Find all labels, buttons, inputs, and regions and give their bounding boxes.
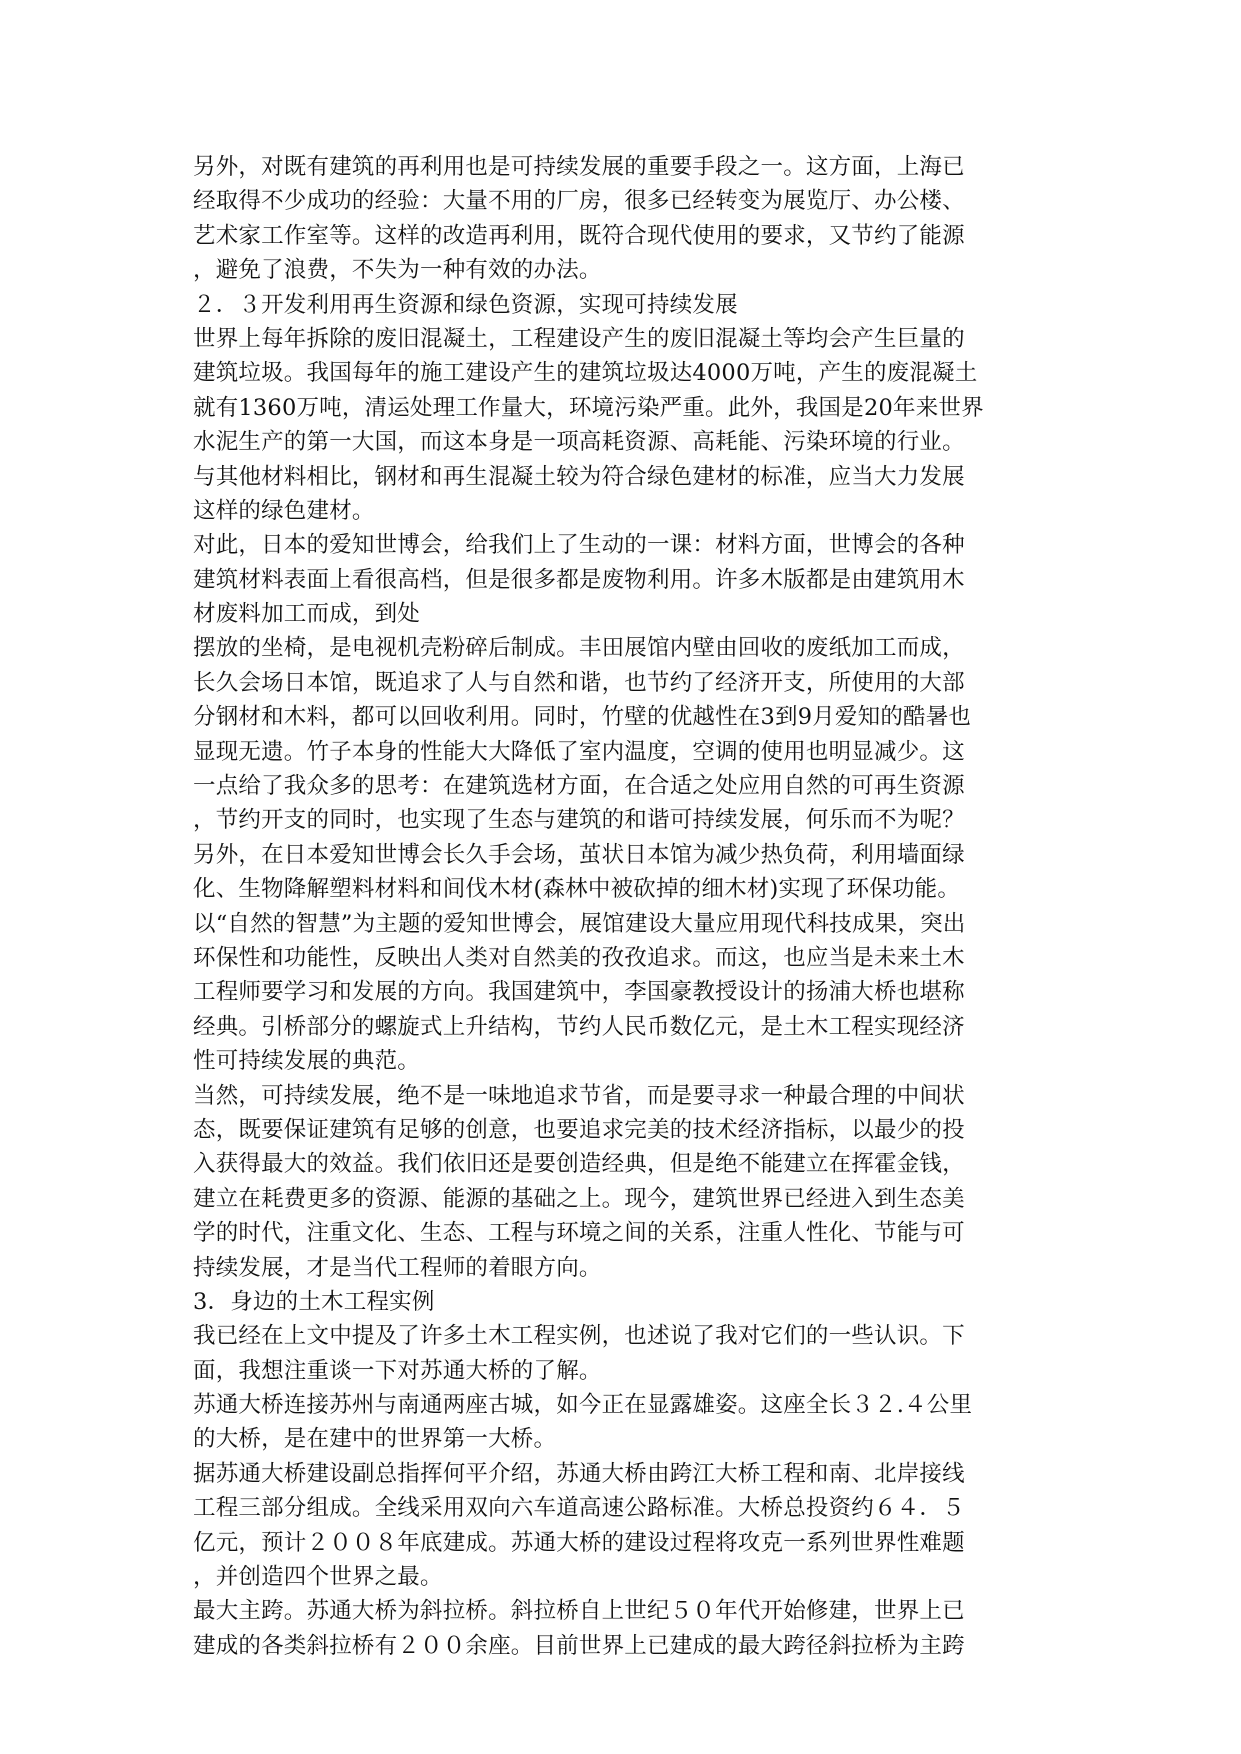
text-line: 建筑材料表面上看很高档，但是很多都是废物利用。许多木版都是由建筑用木 bbox=[193, 566, 965, 593]
text-line: 我已经在上文中提及了许多土木工程实例，也述说了我对它们的一些认识。下 bbox=[193, 1323, 965, 1350]
text-line: ，避免了浪费，不失为一种有效的办法。 bbox=[193, 257, 602, 284]
text-line: 最大主跨。苏通大桥为斜拉桥。斜拉桥自上世纪５０年代开始修建，世界上已 bbox=[193, 1598, 965, 1625]
text-line: 艺术家工作室等。这样的改造再利用，既符合现代使用的要求，又节约了能源 bbox=[193, 222, 965, 249]
text-line: 性可持续发展的典范。 bbox=[193, 1048, 421, 1075]
text-line: 化、生物降解塑料材料和间伐木材(森林中被砍掉的细木材)实现了环保功能。 bbox=[193, 876, 961, 903]
text-line: 显现无遗。竹子本身的性能大大降低了室内温度，空调的使用也明显减少。这 bbox=[193, 738, 965, 765]
text-line: 一点给了我众多的思考：在建筑选材方面，在合适之处应用自然的可再生资源 bbox=[193, 773, 965, 800]
text-line: 以“自然的智慧”为主题的爱知世博会，展馆建设大量应用现代科技成果，突出 bbox=[193, 910, 966, 937]
text-line: 工程师要学习和发展的方向。我国建筑中，李国豪教授设计的扬浦大桥也堪称 bbox=[193, 979, 965, 1006]
text-line: 长久会场日本馆，既追求了人与自然和谐，也节约了经济开支，所使用的大部 bbox=[193, 669, 965, 696]
text-line: 就有1360万吨，清运处理工作量大，环境污染严重。此外，我国是20年来世界 bbox=[193, 394, 984, 421]
text-line: 分钢材和木料，都可以回收利用。同时，竹壁的优越性在3到9月爱知的酷暑也 bbox=[193, 704, 972, 731]
text-line: 面，我想注重谈一下对苏通大桥的了解。 bbox=[193, 1357, 602, 1384]
text-line: 与其他材料相比，钢材和再生混凝土较为符合绿色建材的标准，应当大力发展 bbox=[193, 463, 965, 490]
text-line: 工程三部分组成。全线采用双向六车道高速公路标准。大桥总投资约６４．５ bbox=[193, 1495, 965, 1522]
text-line: 这样的绿色建材。 bbox=[193, 497, 375, 524]
text-line: 态，既要保证建筑有足够的创意，也要追求完美的技术经济指标，以最少的投 bbox=[193, 1116, 965, 1143]
text-line: 持续发展，才是当代工程师的着眼方向。 bbox=[193, 1254, 602, 1281]
text-line: ２．３开发利用再生资源和绿色资源，实现可持续发展 bbox=[193, 291, 738, 318]
text-line: 3．身边的土木工程实例 bbox=[193, 1288, 435, 1315]
text-line: 当然，可持续发展，绝不是一味地追求节省，而是要寻求一种最合理的中间状 bbox=[193, 1082, 965, 1109]
text-line: 经取得不少成功的经验：大量不用的厂房，很多已经转变为展览厅、办公楼、 bbox=[193, 188, 965, 215]
document-body bbox=[193, 150, 1051, 1663]
text-line: 亿元，预计２００８年底建成。苏通大桥的建设过程将攻克一系列世界性难题 bbox=[193, 1529, 965, 1556]
text-line: 建筑垃圾。我国每年的施工建设产生的建筑垃圾达4000万吨，产生的废混凝土 bbox=[193, 360, 978, 387]
text-line: 经典。引桥部分的螺旋式上升结构，节约人民币数亿元，是土木工程实现经济 bbox=[193, 1013, 965, 1040]
text-line: ，节约开支的同时，也实现了生态与建筑的和谐可持续发展，何乐而不为呢？ bbox=[193, 807, 965, 834]
text-line: 苏通大桥连接苏州与南通两座古城，如今正在显露雄姿。这座全长３２.４公里 bbox=[193, 1392, 973, 1419]
text-line: 世界上每年拆除的废旧混凝土，工程建设产生的废旧混凝土等均会产生巨量的 bbox=[193, 325, 965, 352]
text-line: 摆放的坐椅，是电视机壳粉碎后制成。丰田展馆内壁由回收的废纸加工而成， bbox=[193, 635, 965, 662]
text-line: 的大桥，是在建中的世界第一大桥。 bbox=[193, 1426, 557, 1453]
text-line: 水泥生产的第一大国，而这本身是一项高耗资源、高耗能、污染环境的行业。 bbox=[193, 429, 965, 456]
text-line: 材废料加工而成，到处 bbox=[193, 601, 421, 628]
text-line: 建成的各类斜拉桥有２００余座。目前世界上已建成的最大跨径斜拉桥为主跨 bbox=[193, 1632, 965, 1659]
text-line: 环保性和功能性，反映出人类对自然美的孜孜追求。而这，也应当是未来土木 bbox=[193, 944, 965, 971]
text-line: 另外，在日本爱知世博会长久手会场，茧状日本馆为减少热负荷，利用墙面绿 bbox=[193, 841, 965, 868]
text-line: 据苏通大桥建设副总指挥何平介绍，苏通大桥由跨江大桥工程和南、北岸接线 bbox=[193, 1460, 965, 1487]
text-line: 对此，日本的爱知世博会，给我们上了生动的一课：材料方面，世博会的各种 bbox=[193, 532, 965, 559]
text-line: 学的时代，注重文化、生态、工程与环境之间的关系，注重人性化、节能与可 bbox=[193, 1220, 965, 1247]
text-line: 建立在耗费更多的资源、能源的基础之上。现今，建筑世界已经进入到生态美 bbox=[193, 1185, 965, 1212]
text-line: 另外，对既有建筑的再利用也是可持续发展的重要手段之一。这方面，上海已 bbox=[193, 154, 965, 180]
text-line: ，并创造四个世界之最。 bbox=[193, 1564, 443, 1591]
text-line: 入获得最大的效益。我们依旧还是要创造经典，但是绝不能建立在挥霍金钱， bbox=[193, 1151, 965, 1178]
